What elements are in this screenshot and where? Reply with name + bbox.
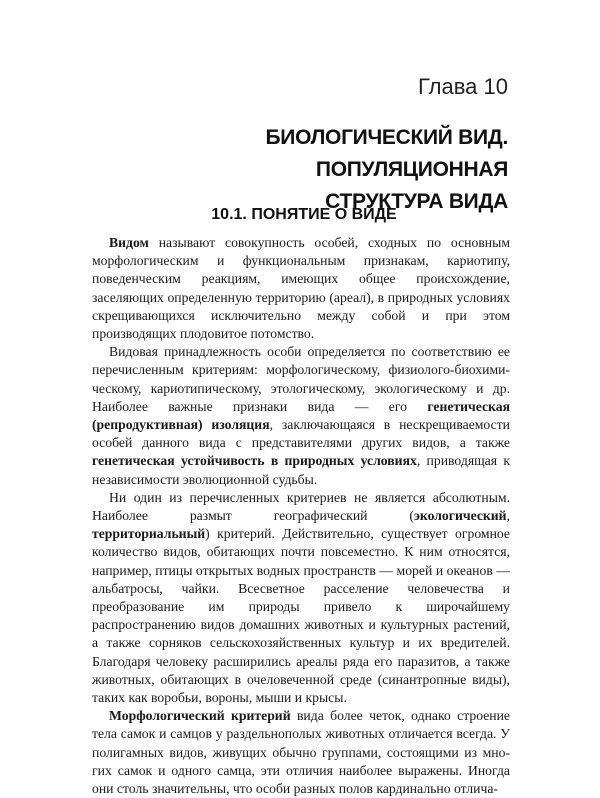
paragraph-text: вида более четок, однако строение тела самок и самцов у раздельнополых животных отличается всегда. У полигамных видов, живущих обычно группами, состоящими из многих самок и одного самца, эти отличия наиболее выражены. Иногда они столь значительны, что особи разных полов кардинально отлича- — [92, 708, 511, 797]
chapter-title-line-1: БИОЛОГИЧЕСКИЙ ВИД. ПОПУЛЯЦИОННАЯ — [265, 126, 508, 181]
term-genetic-isolation: генетическая (репродуктивная) изоляция — [92, 398, 510, 433]
chapter-title-line-2: СТРУКТУРА ВИДА — [325, 190, 508, 213]
chapter-label: Глава 10 — [417, 74, 508, 99]
paragraph-text: ) критерий. Действительно, существует огромное количество видов, обитающих почти повсеместно. К ним относятся, например, птицы открытых водных пространств — морей и океанов — альбатросы, чайки. Всесветное расселение человечества и преобразование им природы привело к широчайшему распространению видов домашних животных и культурных растений, а также сорняков сельскохозяйственных культур и их вредителей. Благодаря человеку расширились ареалы ряда его паразитов, а также животных, обитающих в очеловеченной среде (синантропные виды), таких как воробьи, вороны, мыши и крысы. — [92, 526, 510, 706]
paragraph-text: Ни один из перечисленных критериев не является абсолютным. Наиболее размыт географический ( — [92, 489, 510, 524]
paragraph-geographic-criterion — [92, 489, 510, 707]
term-genetic-stability: генетическая устойчивость в природных условиях — [92, 453, 417, 469]
paragraph-species-criteria — [92, 343, 510, 489]
section-title: 10.1. ПОНЯТИЕ О ВИДЕ — [211, 206, 397, 223]
term-morphological-criterion: Морфологический критерий — [109, 708, 291, 724]
paragraph-text: , — [506, 508, 510, 524]
paragraph-text: , приводящая к независимости эволюционной судьбы. — [92, 453, 510, 487]
paragraph-text: Видовая принадлежность особи определяется по соответствию ее перечисленным критериям: морфологическому, физиолого-биохимическому, кариотипическому, этологическому, экологическому и др. Наиболее важные признаки вида — его — [92, 344, 510, 414]
term-territorial: территориальный — [92, 526, 206, 542]
paragraph-morphological-criterion — [92, 707, 510, 798]
paragraph-text: , заключающаяся в нескрещиваемости особей данного вида с представителями других видов, а также — [92, 417, 510, 451]
paragraph-species-definition — [92, 234, 510, 343]
term-ecological: экологический — [413, 508, 507, 524]
paragraph-text: называют совокупность особей, сходных по основным морфологическим и функциональным признакам, кариотипу, поведенческим реакциям, имеющих общее происхождение, заселяющих определенную территорию (ареал), в природных условиях скрещивающихся исключительно между собой и при этом производящих плодовитое потомство. — [92, 235, 510, 342]
term-species: Видом — [109, 235, 149, 250]
chapter-title — [68, 122, 508, 218]
body-text — [92, 234, 510, 798]
